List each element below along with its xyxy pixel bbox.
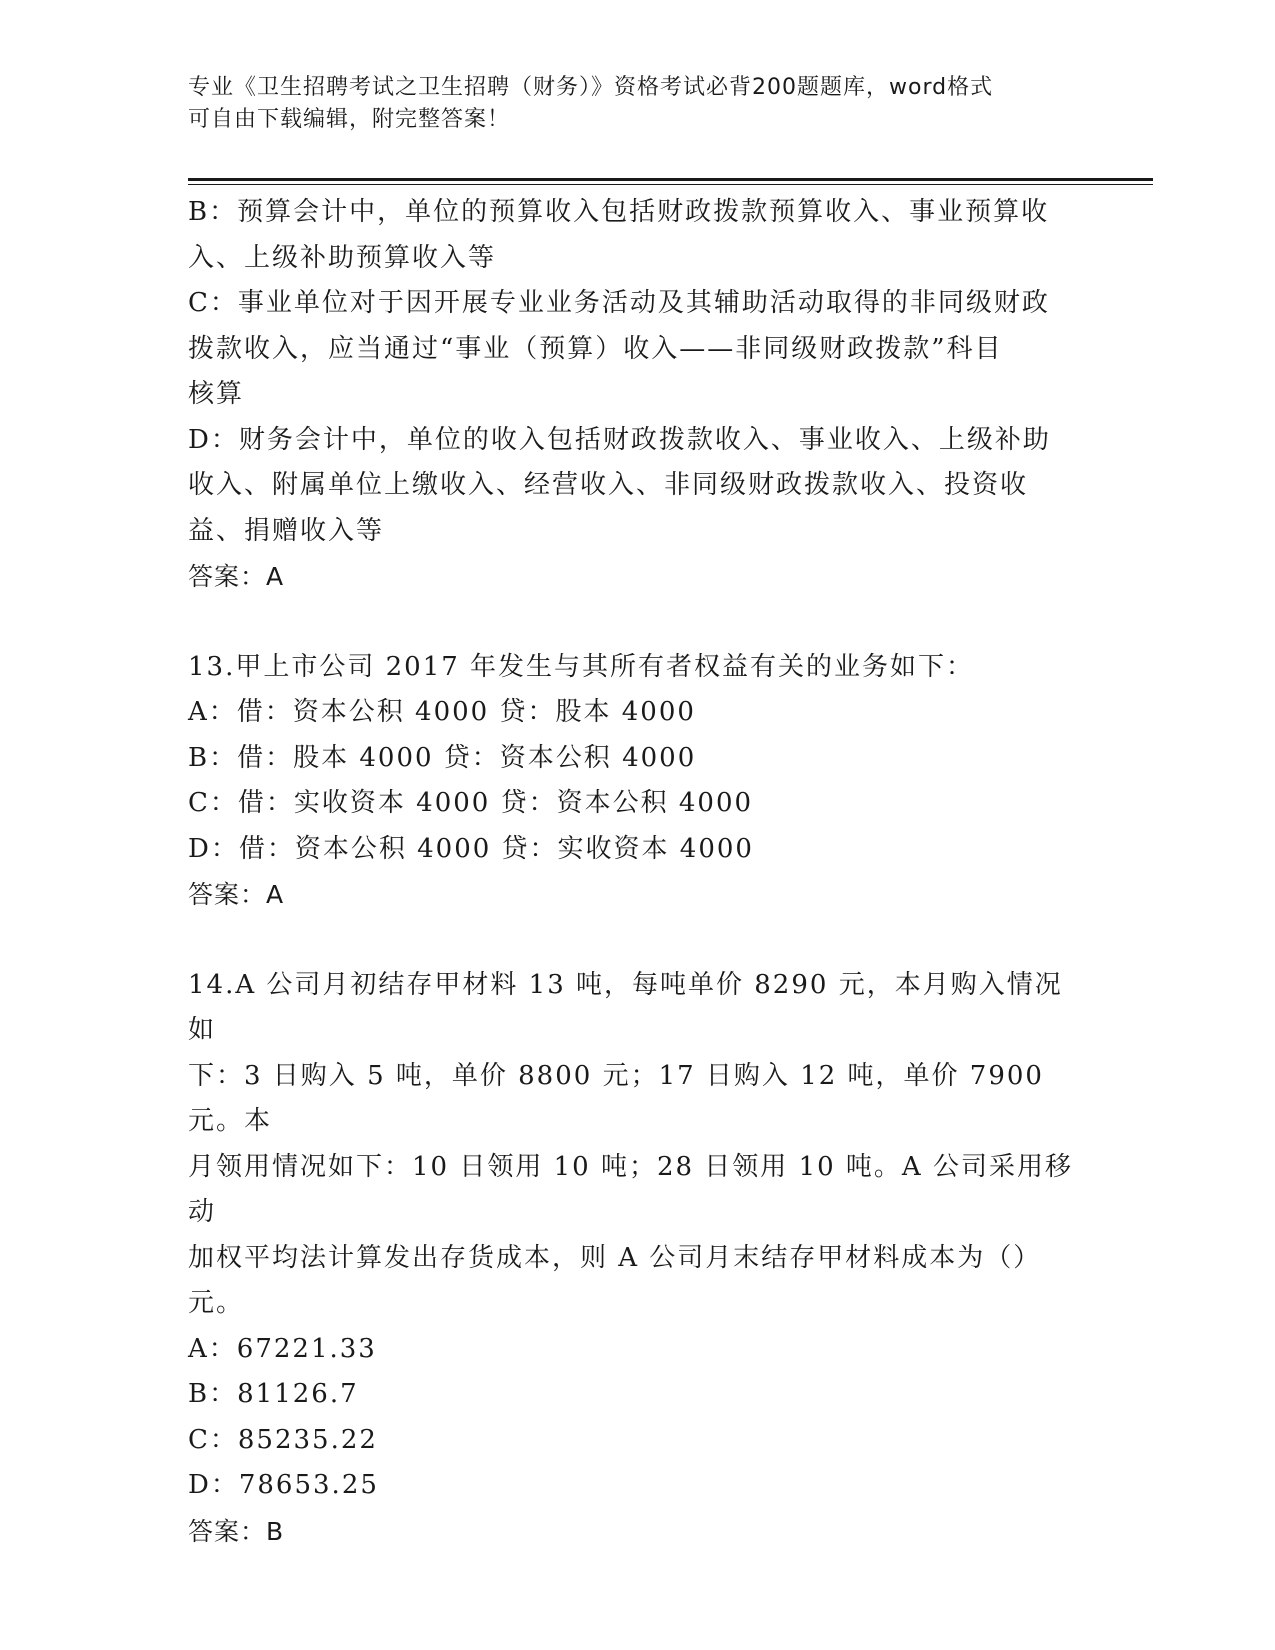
question-13	[188, 645, 1078, 918]
q13-option-a: A：借：资本公积 4000 贷：股本 4000	[188, 697, 696, 727]
header-line-2: 可自由下载编辑，附完整答案！	[188, 107, 511, 132]
q12-option-c-line-3: 核算	[188, 379, 245, 409]
q12-option-c-line-2: 拨款收入，应当通过“事业（预算）收入——非同级财政拨款”科目	[188, 333, 1003, 364]
q14-stem-line-5: 元。	[188, 1288, 245, 1318]
q12-option-b-line-2: 入、上级补助预算收入等	[188, 242, 497, 273]
q14-stem-line-4: 加权平均法计算发出存货成本，则 A 公司月末结存甲材料成本为（）	[188, 1242, 1042, 1273]
q12-option-d-line-3: 益、捐赠收入等	[188, 515, 385, 546]
q12-option-d-line-1: D：财务会计中，单位的收入包括财政拨款收入、事业收入、上级补助	[188, 424, 1051, 455]
q13-option-b: B：借：股本 4000 贷：资本公积 4000	[188, 742, 697, 773]
q14-answer: 答案：B	[188, 1516, 285, 1546]
q13-option-c: C：借：实收资本 4000 贷：资本公积 4000	[188, 788, 754, 818]
document-body	[188, 190, 1078, 1554]
q14-stem-line-3: 月领用情况如下：10 日领用 10 吨；28 日领用 10 吨。A 公司采用移动	[188, 1151, 1073, 1227]
q13-answer: 答案：A	[188, 880, 285, 909]
header-divider-thin	[188, 184, 1153, 185]
q12-option-d-line-2: 收入、附属单位上缴收入、经营收入、非同级财政拨款收入、投资收	[188, 470, 1029, 500]
q14-option-c: C：85235.22	[188, 1424, 378, 1455]
q12-answer: 答案：A	[188, 562, 285, 591]
page-header	[188, 72, 1088, 136]
header-line-1: 专业《卫生招聘考试之卫生招聘（财务）》资格考试必背200题题库，word格式	[188, 75, 994, 100]
q12-option-b-line-1: B：预算会计中，单位的预算收入包括财政拨款预算收入、事业预算收	[188, 197, 1050, 227]
q14-stem-line-2: 下：3 日购入 5 吨，单价 8800 元；17 日购入 12 吨，单价 7900 元。本	[188, 1060, 1055, 1136]
q12-option-c-line-1: C：事业单位对于因开展专业业务活动及其辅助活动取得的非同级财政	[188, 288, 1050, 318]
spacer	[188, 918, 1078, 963]
q13-option-d: D：借：资本公积 4000 贷：实收资本 4000	[188, 833, 754, 864]
question-12-continued	[188, 190, 1078, 600]
q14-option-a: A：67221.33	[188, 1333, 377, 1364]
q14-option-b: B：81126.7	[188, 1379, 359, 1409]
q13-stem: 13.甲上市公司 2017 年发生与其所有者权益有关的业务如下：	[188, 651, 975, 682]
question-14	[188, 963, 1078, 1555]
q14-stem-line-1: 14.A 公司月初结存甲材料 13 吨，每吨单价 8290 元，本月购入情况如	[188, 969, 1063, 1045]
spacer	[188, 600, 1078, 645]
q14-option-d: D：78653.25	[188, 1470, 379, 1500]
header-divider-thick	[188, 178, 1153, 181]
